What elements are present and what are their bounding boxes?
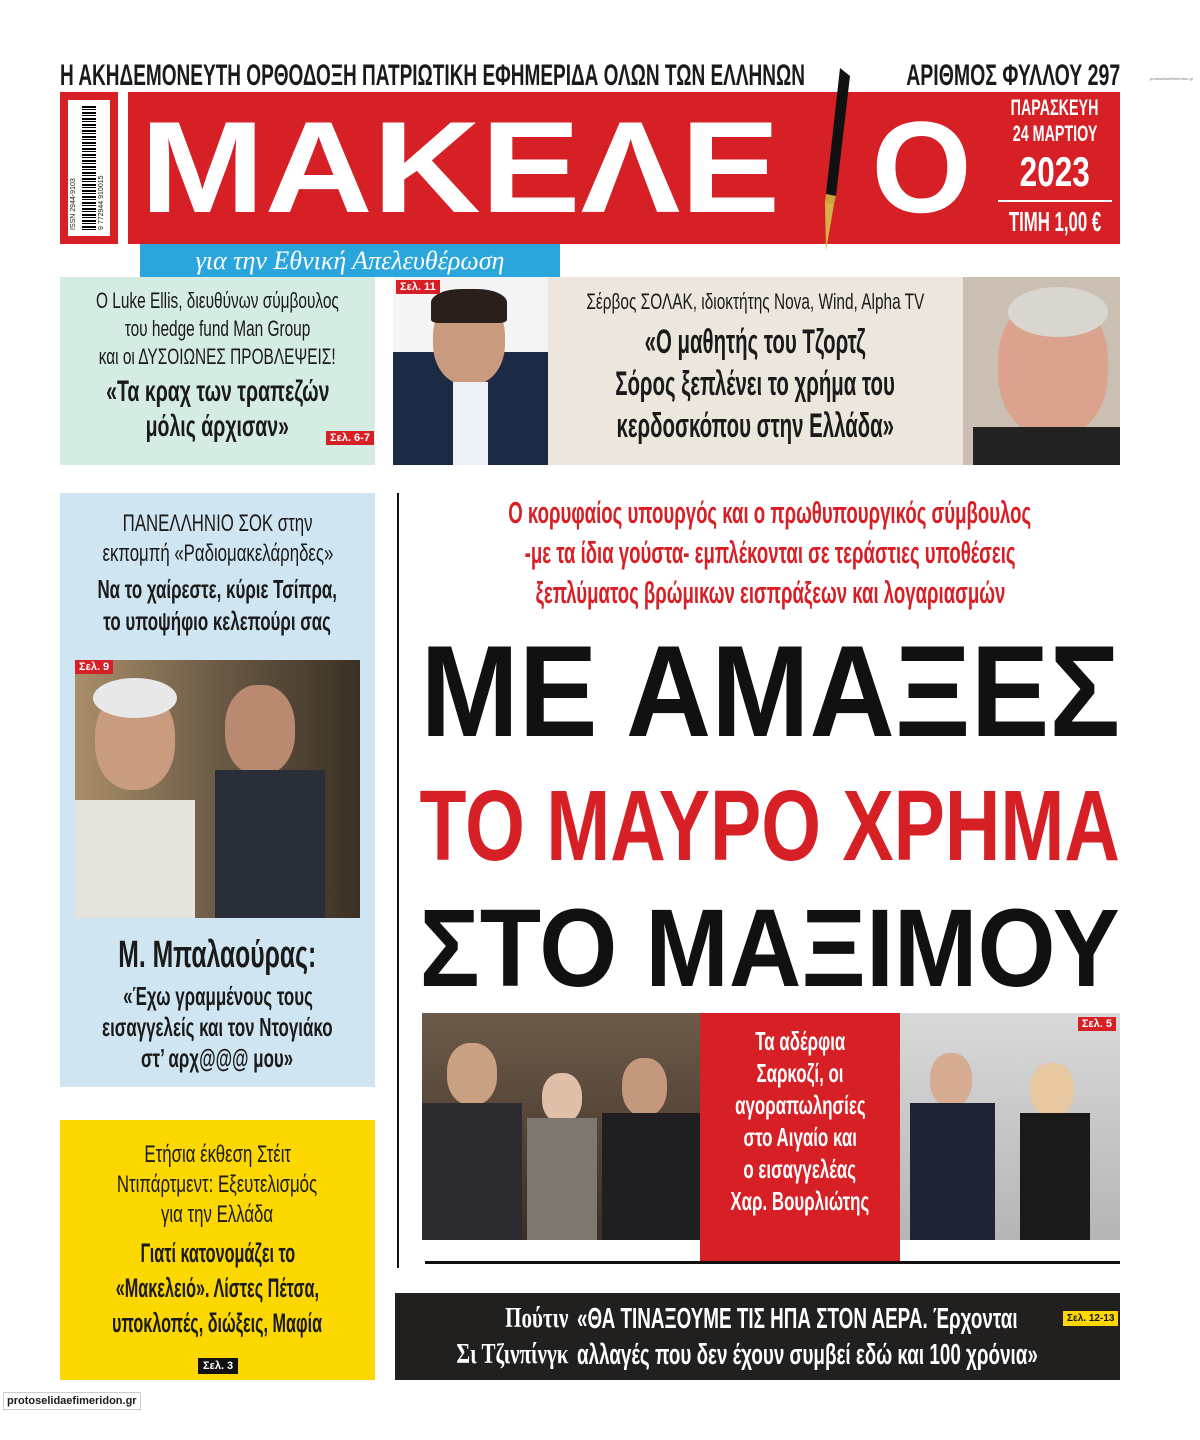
page-ref: Σελ. 9: [75, 660, 113, 674]
photo-soros: [963, 277, 1120, 465]
sarkozy-caption: Τα αδέρφια Σαρκοζί, οι αγοραπωλησίες στο Αιγαίο και ο εισαγγελέας Χαρ. Βουρλιώτης: [700, 1013, 900, 1263]
page-ref: Σελ. 3: [198, 1358, 238, 1374]
story-putin-names: Πούτιν Σι Τζινπίνγκ: [455, 1303, 568, 1370]
story-solak[interactable]: Σέρβος ΣΟΛΑΚ, ιδιοκτήτης Nova, Wind, Alpha TV «Ο μαθητής του Τζορτζ Σόρος ξεπλένει το χρήμα του κερδοσκόπου στην Ελλάδα»: [548, 277, 963, 465]
story-putin[interactable]: [395, 1293, 1120, 1380]
main-headline-2: ΤΟ ΜΑΥΡΟ ΧΡΗΜΑ: [419, 770, 1121, 882]
divider: [425, 1261, 1120, 1264]
story-radio[interactable]: ΠΑΝΕΛΛΗΝΙΟ ΣΟΚ στην εκπομπή «Ραδιομακελάρηδες» Να το χαίρεστε, κύριε Τσίπρα, το υποψήφιο κελεπούρι σας Σελ. 9 Μ. Μπαλαούρας: «Έχω γραμμένους τους εισαγγελείς και τον Ντογιάκο στ’ αρχ@@@ μου»: [60, 493, 375, 1087]
column-divider: [397, 493, 399, 1268]
page-ref: Σελ. 6-7: [326, 431, 374, 445]
date-box: [990, 92, 1120, 244]
issn: ISSN 2944-9103: [70, 178, 77, 230]
photo-solak: [393, 277, 548, 465]
year: 2023: [1019, 148, 1091, 195]
page-ref: Σελ. 12-13: [1063, 1311, 1118, 1326]
story-state-department[interactable]: Ετήσια έκθεση Στέιτ Ντιπάρτμεντ: Εξευτελισμός για την Ελλάδα Γιατί κατονομάζει το «Μακελειό». Λίστες Πέτσα, υποκλοπές, διώξεις, Μαφία Σελ. 3: [60, 1120, 375, 1380]
main-subhead: Ο κορυφαίος υπουργός και ο πρωθυπουργικός σύμβουλος -με τα ίδια γούστα- εμπλέκονται σε τεράστιες υποθέσεις ξεπλύματος βρώμικων εισπράξεων και λογαριασμών: [508, 495, 1032, 610]
person-name: Μ. Μπαλαούρας:: [118, 934, 317, 976]
date: 24 ΜΑΡΤΙΟΥ: [1012, 121, 1098, 146]
slogan: Η ΑΚΗΔΕΜΟΝΕΥΤΗ ΟΡΘΟΔΟΞΗ ΠΑΤΡΙΩΤΙΚΗ ΕΦΗΜΕΡΙΔΑ ΟΛΩΝ ΤΩΝ ΕΛΛΗΝΩΝ: [60, 59, 805, 92]
story-putin-quote-2: αλλαγές που δεν έχουν συμβεί εδώ και 100 χρόνια»: [577, 1339, 1038, 1371]
story-ellis[interactable]: Ο Luke Ellis, διευθύνων σύμβουλος του hedge fund Man Group και οι ΔΥΣΟΙΩΝΕΣ ΠΡΟΒΛΕΨΕΙΣ! «Τα κραχ των τραπεζών μόλις άρχισαν» Σελ. 6-7: [60, 277, 375, 465]
watermark-small: protoselidaefimeridon.gr: [1150, 76, 1193, 81]
barcode-number: 9 772944 910015: [98, 175, 105, 230]
fountain-pen-icon: [800, 66, 860, 256]
quote: «Έχω γραμμένους τους εισαγγελείς και τον Ντογιάκο στ’ αρχ@@@ μου»: [102, 981, 333, 1073]
watermark: protoselidaefimeridon.gr: [3, 1392, 141, 1410]
issue-number: ΑΡΙΘΜΟΣ ΦΥΛΛΟΥ 297: [906, 59, 1120, 92]
price: ΤΙΜΗ 1,00 €: [1008, 206, 1102, 237]
photo-mitsotakis: [900, 1013, 1120, 1240]
barcode: [82, 106, 96, 230]
page-ref: Σελ. 11: [396, 280, 440, 294]
barcode-box: [60, 92, 118, 244]
page-ref: Σελ. 5: [1078, 1017, 1116, 1031]
day: ΠΑΡΑΣΚΕΥΗ: [1011, 95, 1099, 120]
main-headline-3: ΣΤΟ ΜΑΞΙΜΟΥ: [419, 887, 1121, 1010]
photo-sarkozy: [422, 1013, 700, 1240]
story-putin-quote-1: «ΘΑ ΤΙΝΑΞΟΥΜΕ ΤΙΣ ΗΠΑ ΣΤΟΝ ΑΕΡΑ. Έρχονται: [577, 1303, 1018, 1335]
masthead-title-end: Ο: [871, 94, 973, 240]
main-headline-1: ΜΕ ΑΜΑΞΕΣ: [420, 618, 1120, 764]
masthead-title: ΜΑΚΕΛΕ: [139, 94, 781, 240]
photo-tsipras: [75, 660, 360, 918]
tagline: για την Εθνική Απελευθέρωση: [140, 244, 560, 277]
